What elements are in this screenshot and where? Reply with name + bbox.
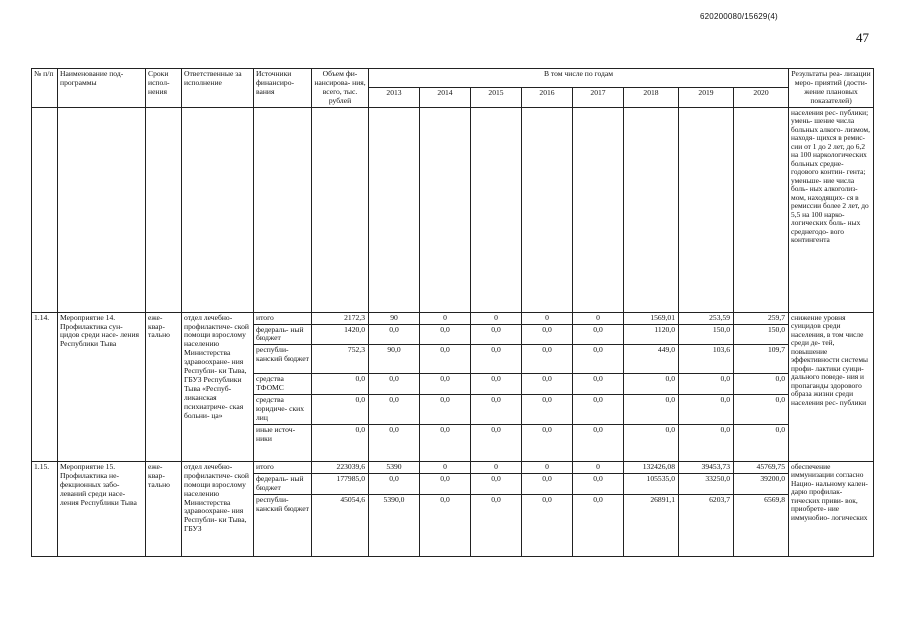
year-cell: 0,0 xyxy=(573,473,624,494)
col-header-responsible: Ответственные за исполнение xyxy=(182,69,254,108)
total-cell: 0,0 xyxy=(312,424,369,461)
measure-15-responsible: отдел лечебно- профилактиче- ской помощи взрослому населению Министерства здравоохране- ния Республи- ки Тыва, ГБУЗ xyxy=(182,461,254,556)
year-cell: 0,0 xyxy=(679,424,734,461)
year-cell: 0,0 xyxy=(471,324,522,345)
source-cell: средства ТФОМС xyxy=(254,374,312,395)
year-cell: 150,0 xyxy=(734,324,789,345)
year-cell: 0,0 xyxy=(522,345,573,374)
year-cell: 0,0 xyxy=(522,494,573,556)
year-cell: 0 xyxy=(420,312,471,324)
year-cell: 449,0 xyxy=(624,345,679,374)
year-cell: 90,0 xyxy=(369,345,420,374)
year-cell: 0,0 xyxy=(573,345,624,374)
source-cell: федераль- ный бюджет xyxy=(254,324,312,345)
col-header-results: Результаты реа- лизации меро- приятий (дости- жение плановых показателей) xyxy=(789,69,874,108)
year-cell: 0,0 xyxy=(573,424,624,461)
source-cell: федераль- ный бюджет xyxy=(254,473,312,494)
col-header-year: 2013 xyxy=(369,88,420,107)
year-cell: 0,0 xyxy=(369,473,420,494)
year-cell: 0,0 xyxy=(734,395,789,425)
year-cell: 0,0 xyxy=(679,374,734,395)
col-header-year: 2014 xyxy=(420,88,471,107)
measure-15-term: еже- квар- тально xyxy=(146,461,182,556)
year-cell: 1569,01 xyxy=(624,312,679,324)
year-cell: 0 xyxy=(573,461,624,473)
year-cell: 0,0 xyxy=(624,374,679,395)
table-row xyxy=(32,312,874,324)
year-cell: 0 xyxy=(522,461,573,473)
year-cell: 6569,8 xyxy=(734,494,789,556)
total-cell: 1420,0 xyxy=(312,324,369,345)
document-number: 620200080/15629(4) xyxy=(700,12,778,21)
total-cell: 752,3 xyxy=(312,345,369,374)
year-cell: 0,0 xyxy=(420,473,471,494)
measure-14-result: снижение уровня суицидов среди населения, в том числе среди де- тей, повышение эффективности системы профи- лактики суици- дального поведе- ния и пропаганды здорового образа жизни среди населения рес- публики xyxy=(789,312,874,461)
page-number: 47 xyxy=(856,30,869,45)
measure-14-no: 1.14. xyxy=(32,312,58,461)
year-cell: 0,0 xyxy=(522,424,573,461)
year-cell: 150,0 xyxy=(679,324,734,345)
total-cell: 0,0 xyxy=(312,395,369,425)
year-cell: 0 xyxy=(573,312,624,324)
year-cell: 0,0 xyxy=(471,473,522,494)
source-cell: средства юридиче- ских лиц xyxy=(254,395,312,425)
year-cell: 0,0 xyxy=(624,424,679,461)
measure-14-responsible: отдел лечебно- профилактиче- ской помощи взрослому населению Министерства здравоохране- ния Республи- ки Тыва, ГБУЗ Республики Тыва «Респуб- ликанская психиатриче- ская больни- ца» xyxy=(182,312,254,461)
year-cell: 5390,0 xyxy=(369,494,420,556)
year-cell: 0,0 xyxy=(734,424,789,461)
year-cell: 0,0 xyxy=(369,324,420,345)
year-cell: 45769,75 xyxy=(734,461,789,473)
year-cell: 253,59 xyxy=(679,312,734,324)
col-header-sources: Источники финансиро- вания xyxy=(254,69,312,108)
year-cell: 0,0 xyxy=(471,395,522,425)
year-cell: 39453,73 xyxy=(679,461,734,473)
col-header-year: 2020 xyxy=(734,88,789,107)
year-cell: 0,0 xyxy=(420,345,471,374)
total-cell: 223039,6 xyxy=(312,461,369,473)
year-cell: 39200,0 xyxy=(734,473,789,494)
col-header-volume: Объем фи- нансирова- ния, всего, тыс. рублей xyxy=(312,69,369,108)
year-cell: 0,0 xyxy=(420,395,471,425)
year-cell: 0 xyxy=(471,461,522,473)
year-cell: 0,0 xyxy=(471,345,522,374)
source-cell: итого xyxy=(254,461,312,473)
year-cell: 1120,0 xyxy=(624,324,679,345)
year-cell: 0 xyxy=(522,312,573,324)
year-cell: 0,0 xyxy=(679,395,734,425)
year-cell: 132426,08 xyxy=(624,461,679,473)
total-cell: 45054,6 xyxy=(312,494,369,556)
col-header-year: 2018 xyxy=(624,88,679,107)
program-table xyxy=(31,68,874,557)
year-cell: 0,0 xyxy=(522,324,573,345)
year-cell: 0,0 xyxy=(573,324,624,345)
year-cell: 5390 xyxy=(369,461,420,473)
col-header-year: 2017 xyxy=(573,88,624,107)
year-cell: 0,0 xyxy=(522,395,573,425)
measure-15-name: Мероприятие 15. Профилактика не- фекционных забо- леваний среди насе- ления Республики Тыва xyxy=(58,461,146,556)
year-cell: 0,0 xyxy=(522,473,573,494)
col-header-year: 2015 xyxy=(471,88,522,107)
year-cell: 103,6 xyxy=(679,345,734,374)
year-cell: 0 xyxy=(420,461,471,473)
total-cell: 177985,0 xyxy=(312,473,369,494)
measure-15-no: 1.15. xyxy=(32,461,58,556)
table-row xyxy=(32,461,874,473)
year-cell: 105535,0 xyxy=(624,473,679,494)
col-header-term: Сроки испол- нения xyxy=(146,69,182,108)
source-cell: иные источ- ники xyxy=(254,424,312,461)
year-cell: 26891,1 xyxy=(624,494,679,556)
year-cell: 90 xyxy=(369,312,420,324)
measure-14-term: еже- квар- тально xyxy=(146,312,182,461)
year-cell: 6203,7 xyxy=(679,494,734,556)
continuation-result: населения рес- публики; умень- шение числа больных алкого- лизмом, находя- щихся в ремис- сии от 1 до 2 лет, до 6,2 на 100 наркологических больных средне- годового контин- гента; уменьше- ние числа боль- ных алкоголиз- мом, находящих- ся в ремиссии более 2 лет, до 5,5 на 100 нарко- логических боль- ных среднегодо- вого контингента xyxy=(789,107,874,312)
year-cell: 0 xyxy=(471,312,522,324)
year-cell: 0,0 xyxy=(420,494,471,556)
source-cell: республи- канский бюджет xyxy=(254,345,312,374)
year-cell: 0,0 xyxy=(624,395,679,425)
year-cell: 0,0 xyxy=(369,424,420,461)
year-cell: 0,0 xyxy=(471,494,522,556)
year-cell: 0,0 xyxy=(573,374,624,395)
year-cell: 0,0 xyxy=(420,424,471,461)
year-cell: 0,0 xyxy=(420,374,471,395)
year-cell: 0,0 xyxy=(369,395,420,425)
header-row-1 xyxy=(32,69,874,88)
col-header-name: Наименование под- программы xyxy=(58,69,146,108)
year-cell: 0,0 xyxy=(471,374,522,395)
year-cell: 0,0 xyxy=(471,424,522,461)
col-header-year: 2019 xyxy=(679,88,734,107)
year-cell: 0,0 xyxy=(420,324,471,345)
year-cell: 259,7 xyxy=(734,312,789,324)
year-cell: 0,0 xyxy=(573,395,624,425)
year-cell: 0,0 xyxy=(734,374,789,395)
total-cell: 2172,3 xyxy=(312,312,369,324)
source-cell: республи- канский бюджет xyxy=(254,494,312,556)
year-cell: 0,0 xyxy=(573,494,624,556)
year-cell: 109,7 xyxy=(734,345,789,374)
year-cell: 0,0 xyxy=(522,374,573,395)
measure-14-name: Мероприятие 14. Профилактика сун- цидов среди насе- ления Республики Тыва xyxy=(58,312,146,461)
col-header-by-years: В том числе по годам xyxy=(369,69,789,88)
source-cell: итого xyxy=(254,312,312,324)
measure-15-result: обеспечение иммунизации согласно Нацио- нальному кален- дарю профилак- тических приви- вок, приобрете- ние иммунобио- логических xyxy=(789,461,874,556)
col-header-no: № п/п xyxy=(32,69,58,108)
continuation-row xyxy=(32,107,874,312)
col-header-year: 2016 xyxy=(522,88,573,107)
total-cell: 0,0 xyxy=(312,374,369,395)
year-cell: 33250,0 xyxy=(679,473,734,494)
year-cell: 0,0 xyxy=(369,374,420,395)
